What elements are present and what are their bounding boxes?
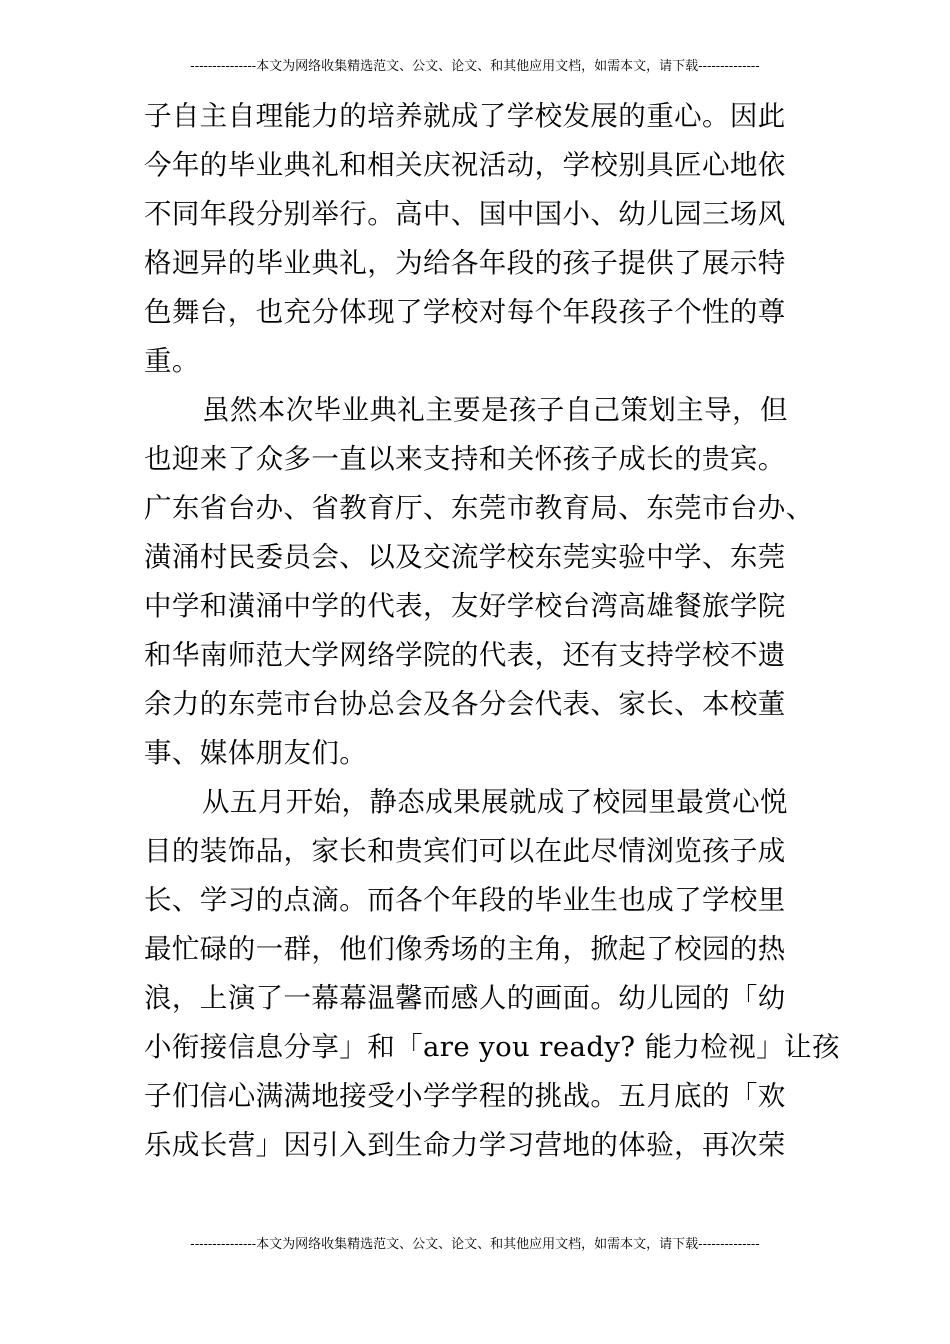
text-line: 和华南师范大学网络学院的代表，还有支持学校不遗 [144,639,786,671]
text-line: 不同年段分别举行。高中、国中国小、幼儿园三场风 [144,198,786,230]
header-banner: ---------------本文为网络收集精选范文、公文、论文、和其他应用文档，如需本文，请下载-------------- [190,59,760,74]
text-line: 目的装饰品，家长和贵宾们可以在此尽情浏览孩子成 [144,835,786,867]
footer-banner: ---------------本文为网络收集精选范文、公文、论文、和其他应用文档，如需本文，请下载-------------- [190,1237,760,1252]
text-line: 广东省台办、省教育厅、东莞市教育局、东莞市台办、 [144,492,814,524]
document-body [144,92,840,1170]
paragraph-start-line: 从五月开始，静态成果展就成了校园里最赏心悦 [202,786,788,818]
text-line: 潢涌村民委员会、以及交流学校东莞实验中学、东莞 [144,541,786,573]
text-line: 子自主自理能力的培养就成了学校发展的重心。因此 [144,100,786,132]
text-line: 也迎来了众多一直以来支持和关怀孩子成长的贵宾。 [144,443,786,475]
text-line: 今年的毕业典礼和相关庆祝活动，学校别具匠心地依 [144,149,786,181]
text-line: 最忙碌的一群，他们像秀场的主角，掀起了校园的热 [144,933,786,965]
text-line: 中学和潢涌中学的代表，友好学校台湾高雄餐旅学院 [144,590,786,622]
text-line: 浪，上演了一幕幕温馨而感人的画面。幼儿园的「幼 [144,982,786,1014]
text-line: 重。 [144,345,200,377]
text-line: 乐成长营」因引入到生命力学习营地的体验，再次荣 [144,1129,786,1161]
paragraph-start-line: 虽然本次毕业典礼主要是孩子自己策划主导，但 [202,394,788,426]
text-line: 长、学习的点滴。而各个年段的毕业生也成了学校里 [144,884,786,916]
text-line: 余力的东莞市台协总会及各分会代表、家长、本校董 [144,688,786,720]
text-line: 事、媒体朋友们。 [144,737,368,769]
text-line: 子们信心满满地接受小学学程的挑战。五月底的「欢 [144,1080,786,1112]
text-line: 格迥异的毕业典礼，为给各年段的孩子提供了展示特 [144,247,786,279]
text-line: 小衔接信息分享」和「are you ready? 能力检视」让孩 [144,1031,840,1063]
text-line: 色舞台，也充分体现了学校对每个年段孩子个性的尊 [144,296,786,328]
